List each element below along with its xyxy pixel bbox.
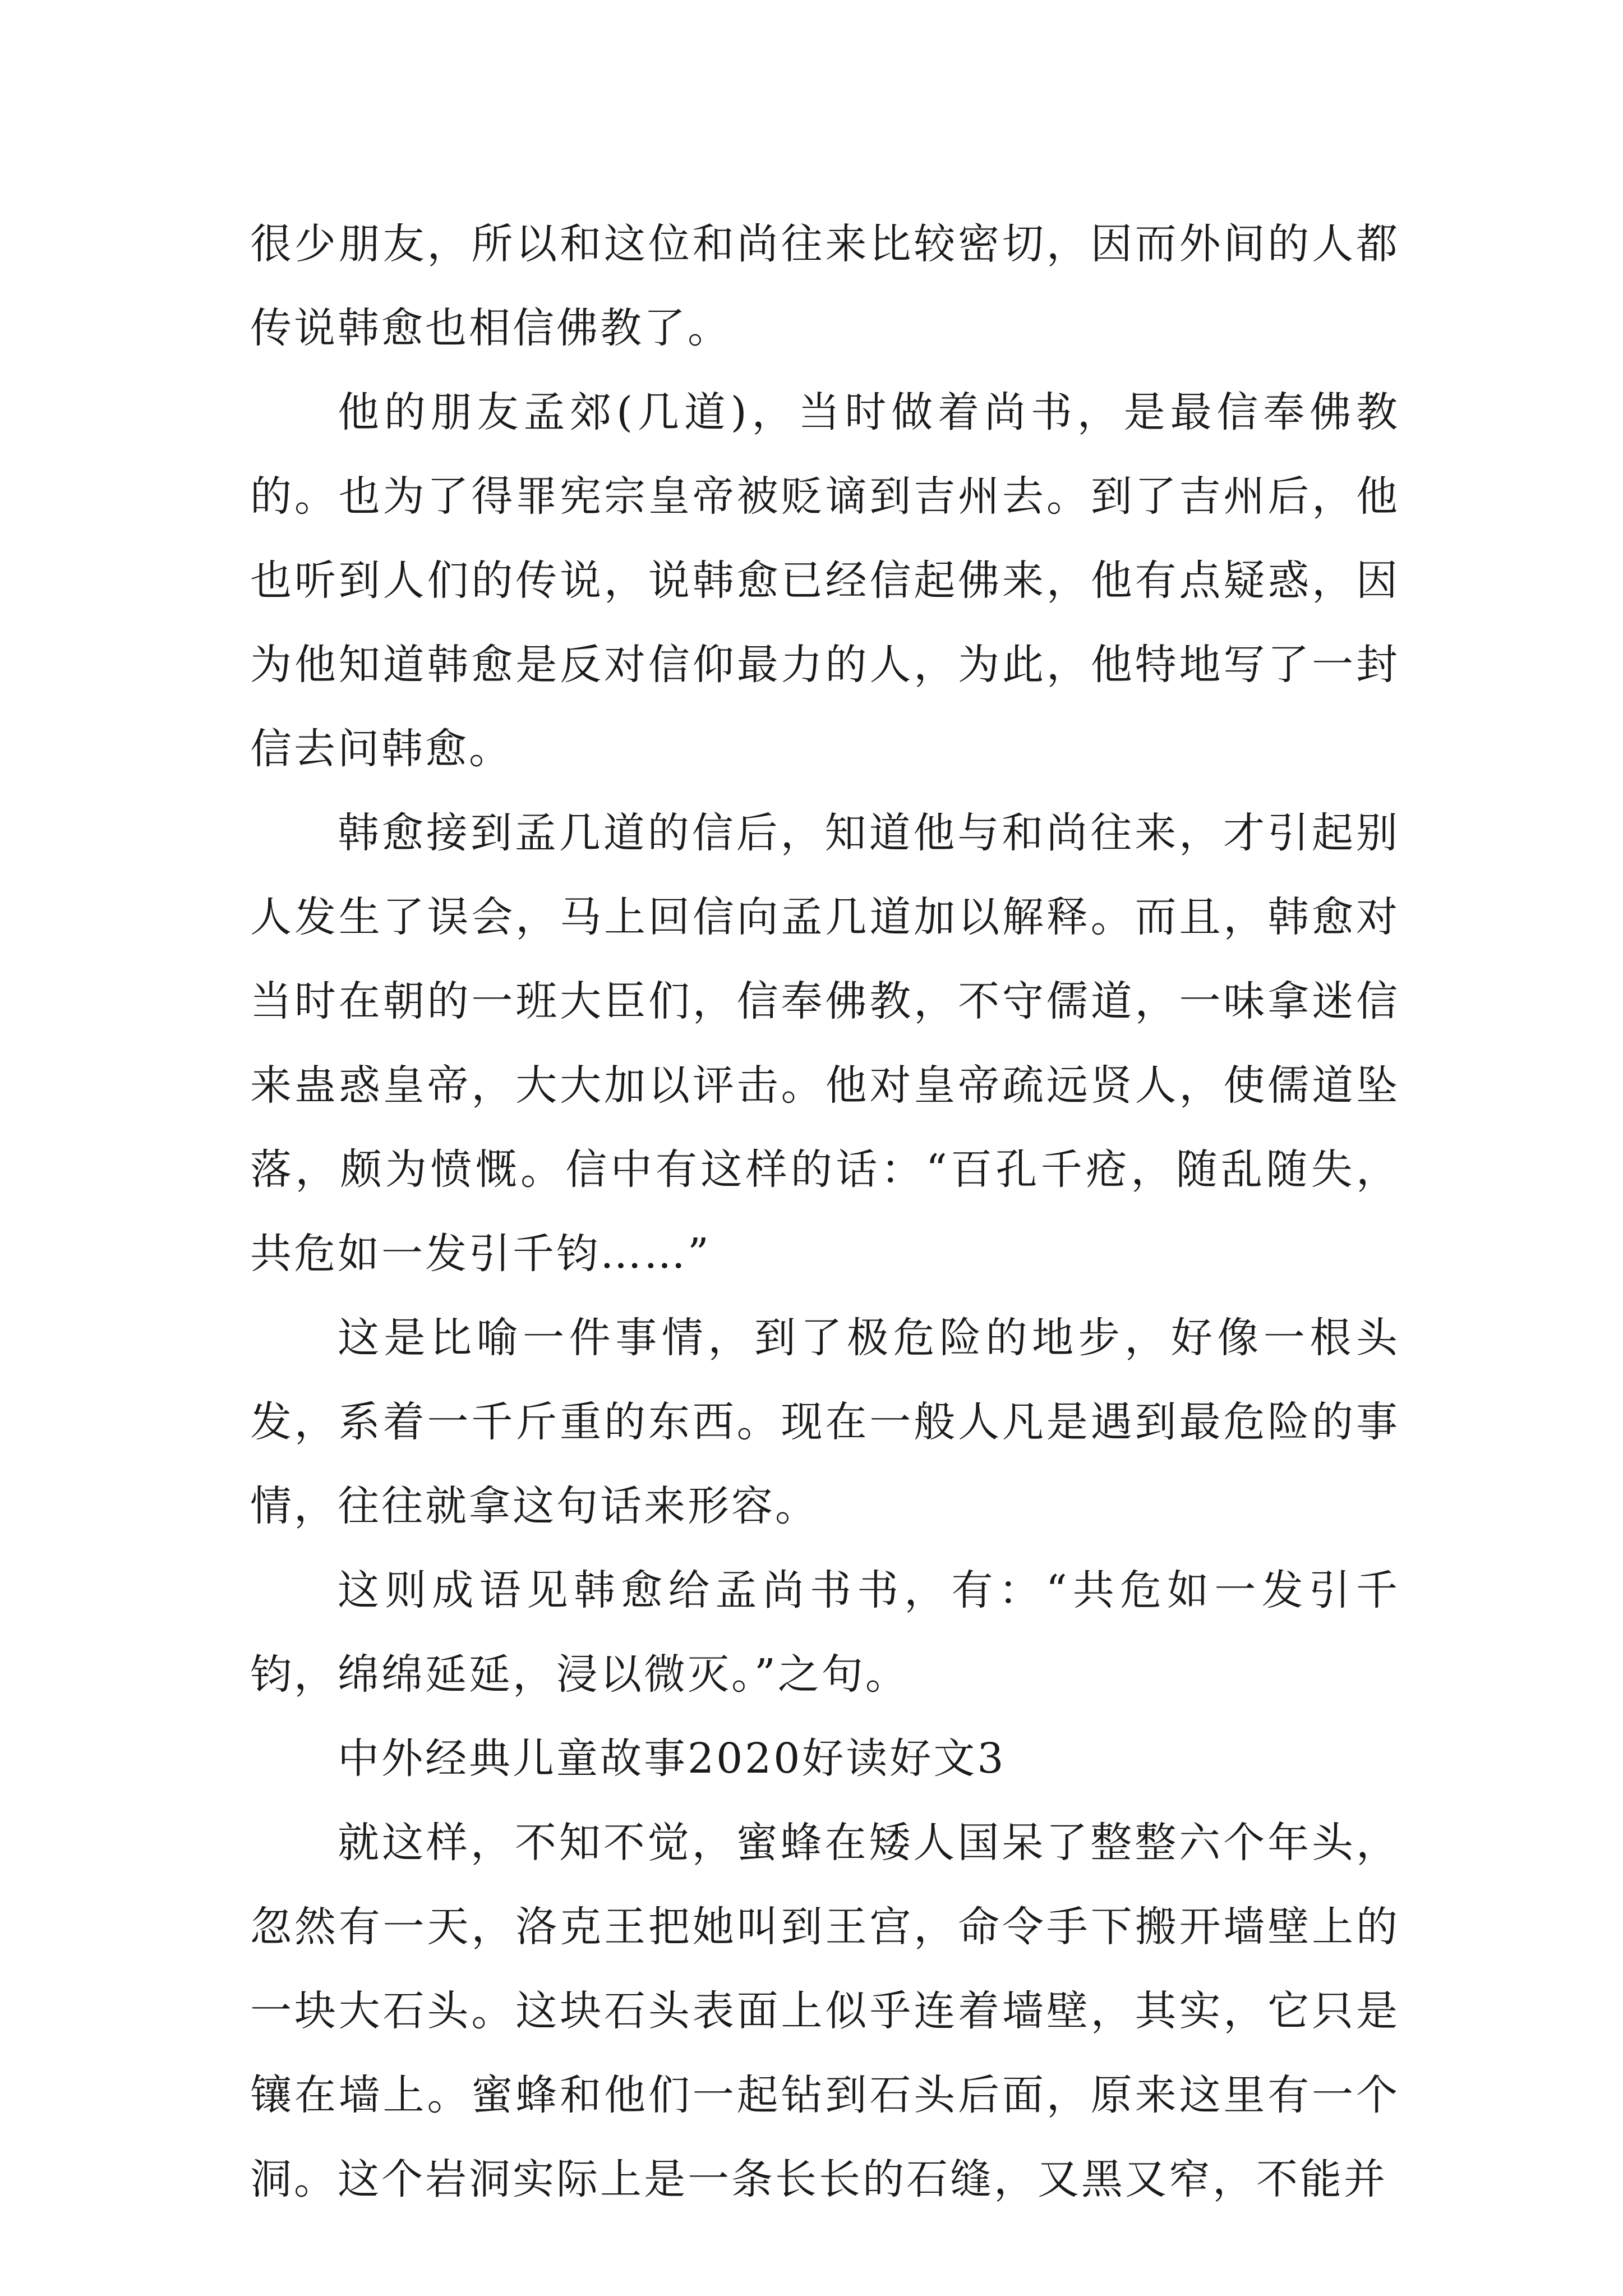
paragraph-3: 韩愈接到孟几道的信后，知道他与和尚往来，才引起别人发生了误会，马上回信向孟几道加以解释。而且，韩愈对当时在朝的一班大臣们，信奉佛教，不守儒道，一味拿迷信来蛊惑皇帝，大大加以评击。他对皇帝疏远贤人，使儒道坠落，颇为愤慨。信中有这样的话：“百孔千疮，随乱随失，共危如一发引千钧……” <box>250 809 1400 1278</box>
paragraph-2: 他的朋友孟郊(几道)，当时做着尚书，是最信奉佛教的。也为了得罪宪宗皇帝被贬谪到吉州去。到了吉州后，他也听到人们的传说，说韩愈已经信起佛来，他有点疑惑，因为他知道韩愈是反对信仰最力的人，为此，他特地写了一封信去问韩愈。 <box>250 388 1400 773</box>
paragraph-6: 就这样，不知不觉，蜜蜂在矮人国呆了整整六个年头，忽然有一天，洛克王把她叫到王宫，命令手下搬开墙壁上的一块大石头。这块石头表面上似乎连着墙壁，其实，它只是镶在墙上。蜜蜂和他们一起钻到石头后面，原来这里有一个洞。这个岩洞实际上是一条长长的石缝，又黑又窄，不能并 <box>250 1819 1400 2203</box>
paragraph-4: 这是比喻一件事情，到了极危险的地步，好像一根头发，系着一千斤重的东西。现在一般人凡是遇到最危险的事情，往往就拿这句话来形容。 <box>250 1314 1400 1530</box>
paragraph-1: 很少朋友，所以和这位和尚往来比较密切，因而外间的人都传说韩愈也相信佛教了。 <box>250 220 1400 352</box>
paragraph-5: 这则成语见韩愈给孟尚书书，有：“共危如一发引千钧，绵绵延延，浸以微灭。”之句。 <box>250 1566 1400 1699</box>
section-heading: 中外经典儿童故事2020好读好文3 <box>338 1734 1006 1783</box>
document-body <box>250 202 1400 2221</box>
